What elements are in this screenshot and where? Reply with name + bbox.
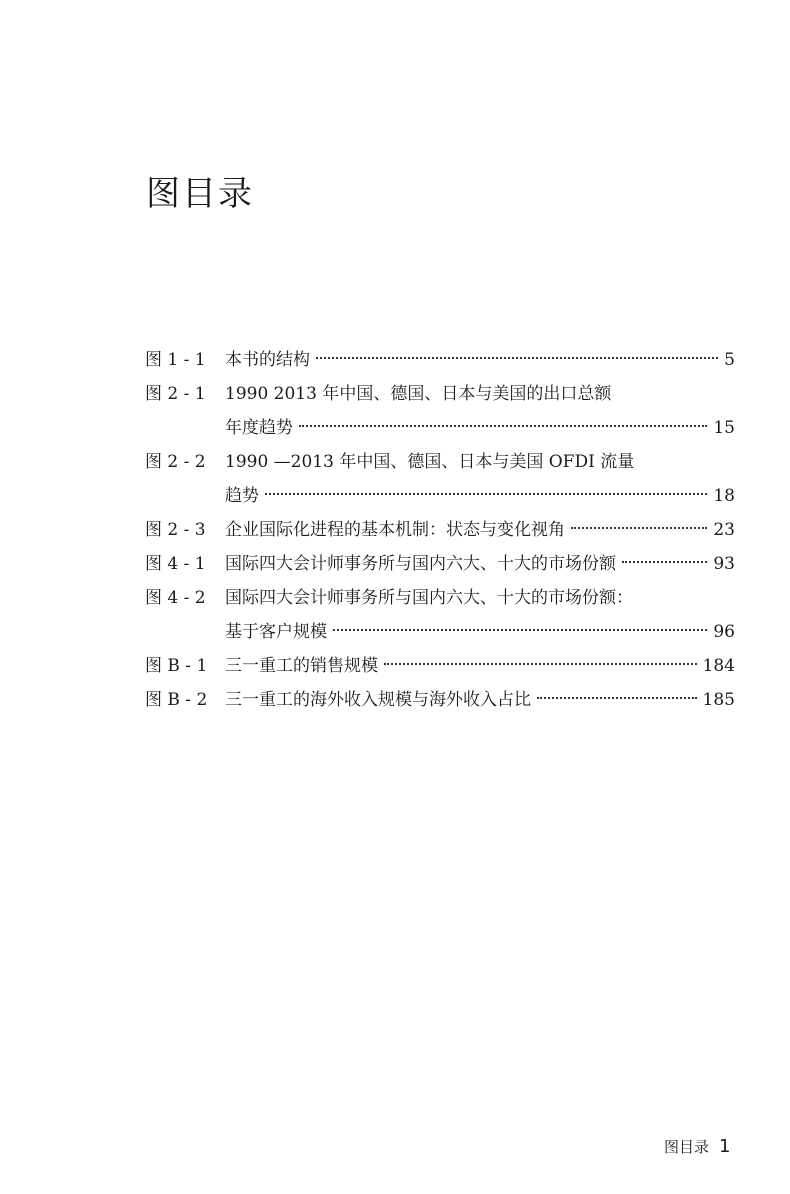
figure-title: 三一重工的销售规模 [225, 656, 378, 676]
page-title: 图目录 [146, 174, 254, 214]
toc-entry[interactable] [145, 377, 735, 445]
figure-title: 1990 2013 年中国、德国、日本与美国的出口总额 [225, 384, 612, 404]
toc-entry[interactable] [145, 445, 735, 513]
dot-leader [265, 493, 707, 495]
figure-title: 企业国际化进程的基本机制：状态与变化视角 [225, 520, 565, 540]
page-number: 93 [713, 554, 735, 574]
figure-title-continued: 趋势 [225, 486, 259, 506]
figure-title: 国际四大会计师事务所与国内六大、十大的市场份额： [225, 588, 633, 608]
figure-label: 图 4 - 1 [145, 554, 206, 574]
dot-leader [571, 527, 707, 529]
dot-leader [316, 357, 718, 359]
figure-label: 图 2 - 2 [145, 452, 206, 472]
page-number: 15 [713, 418, 735, 438]
figure-title: 1990 —2013 年中国、德国、日本与美国 OFDI 流量 [225, 452, 635, 472]
figure-title: 三一重工的海外收入规模与海外收入占比 [225, 690, 531, 710]
page-number: 96 [713, 622, 735, 642]
figure-label: 图 4 - 2 [145, 588, 206, 608]
toc-entry[interactable] [145, 683, 735, 717]
dot-leader [537, 697, 697, 699]
toc-entry[interactable] [145, 343, 735, 377]
dot-leader [384, 663, 697, 665]
toc-entry[interactable] [145, 581, 735, 649]
page-number: 184 [702, 656, 735, 676]
toc-entry[interactable] [145, 513, 735, 547]
dot-leader [333, 629, 707, 631]
figure-label: 图 B - 1 [145, 656, 208, 676]
toc-entry[interactable] [145, 547, 735, 581]
page-footer [664, 1136, 730, 1157]
figure-label: 图 2 - 1 [145, 384, 206, 404]
figure-label: 图 1 - 1 [145, 350, 206, 370]
dot-leader [299, 425, 707, 427]
folio-number: 1 [719, 1136, 731, 1157]
figure-label: 图 2 - 3 [145, 520, 206, 540]
figure-title: 本书的结构 [225, 350, 310, 370]
page-number: 18 [713, 486, 735, 506]
figure-label: 图 B - 2 [145, 690, 208, 710]
figure-title-continued: 年度趋势 [225, 418, 293, 438]
page-number: 185 [702, 690, 735, 710]
page-number: 23 [713, 520, 735, 540]
toc-entry[interactable] [145, 649, 735, 683]
dot-leader [622, 561, 707, 563]
figure-title: 国际四大会计师事务所与国内六大、十大的市场份额 [225, 554, 616, 574]
running-footer-label: 图目录 [664, 1138, 710, 1156]
figure-title-continued: 基于客户规模 [225, 622, 327, 642]
figure-list [145, 343, 735, 717]
page-number: 5 [724, 350, 735, 370]
